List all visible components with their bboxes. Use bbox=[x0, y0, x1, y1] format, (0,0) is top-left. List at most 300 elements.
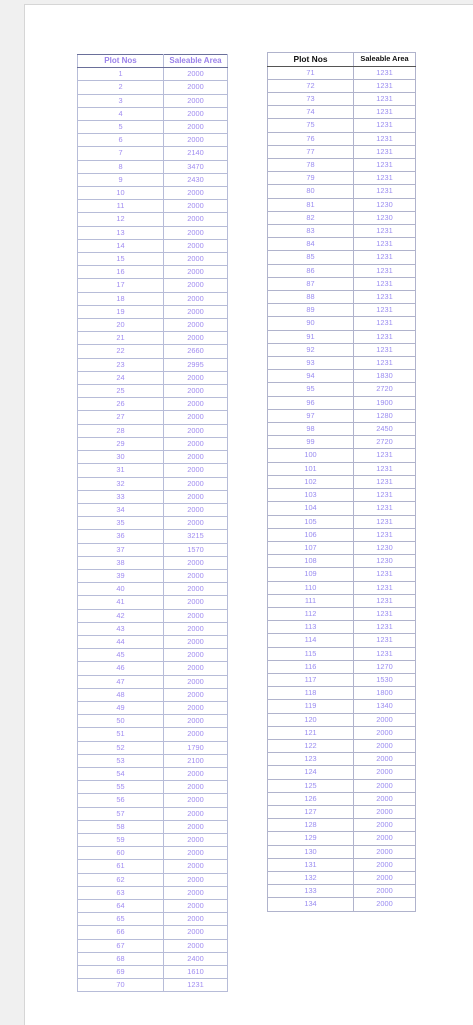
saleable-area-header: Saleable Area bbox=[164, 55, 228, 68]
saleable-area-cell: 2000 bbox=[164, 266, 228, 279]
table-row bbox=[268, 330, 416, 343]
saleable-area-cell: 1231 bbox=[354, 79, 416, 92]
table-row bbox=[268, 225, 416, 238]
saleable-area-cell: 2000 bbox=[164, 596, 228, 609]
plot-number-cell: 101 bbox=[268, 462, 354, 475]
saleable-area-cell: 1270 bbox=[354, 660, 416, 673]
table-row bbox=[78, 860, 228, 873]
saleable-area-cell: 2000 bbox=[164, 900, 228, 913]
plot-number-cell: 10 bbox=[78, 187, 164, 200]
saleable-area-cell: 1830 bbox=[354, 370, 416, 383]
table-row bbox=[268, 106, 416, 119]
table-row bbox=[78, 107, 228, 120]
plot-number-cell: 53 bbox=[78, 754, 164, 767]
saleable-area-cell: 2000 bbox=[164, 715, 228, 728]
plot-number-cell: 127 bbox=[268, 805, 354, 818]
table-row bbox=[78, 319, 228, 332]
saleable-area-cell: 1340 bbox=[354, 700, 416, 713]
table-row bbox=[78, 583, 228, 596]
plot-number-cell: 108 bbox=[268, 555, 354, 568]
plot-number-cell: 32 bbox=[78, 477, 164, 490]
saleable-area-cell: 2000 bbox=[164, 464, 228, 477]
table-row bbox=[268, 489, 416, 502]
saleable-area-cell: 2000 bbox=[354, 845, 416, 858]
table-row bbox=[78, 939, 228, 952]
table-row bbox=[78, 701, 228, 714]
table-row bbox=[78, 833, 228, 846]
table-row bbox=[78, 741, 228, 754]
saleable-area-cell: 1231 bbox=[354, 607, 416, 620]
plot-number-cell: 134 bbox=[268, 898, 354, 911]
plot-number-cell: 99 bbox=[268, 436, 354, 449]
plot-number-cell: 85 bbox=[268, 251, 354, 264]
saleable-area-cell: 2000 bbox=[164, 319, 228, 332]
plot-number-cell: 132 bbox=[268, 871, 354, 884]
plot-number-cell: 110 bbox=[268, 581, 354, 594]
saleable-area-cell: 1231 bbox=[354, 93, 416, 106]
saleable-area-cell: 2000 bbox=[164, 292, 228, 305]
saleable-area-cell: 2000 bbox=[164, 728, 228, 741]
saleable-area-cell: 2000 bbox=[354, 832, 416, 845]
table-row bbox=[268, 621, 416, 634]
table-row bbox=[78, 873, 228, 886]
plot-number-cell: 119 bbox=[268, 700, 354, 713]
table-row bbox=[268, 581, 416, 594]
saleable-area-cell: 1231 bbox=[354, 66, 416, 79]
table-row bbox=[78, 569, 228, 582]
saleable-area-cell: 2000 bbox=[164, 517, 228, 530]
table-row bbox=[268, 700, 416, 713]
plot-number-cell: 24 bbox=[78, 371, 164, 384]
saleable-area-cell: 1231 bbox=[354, 119, 416, 132]
table-row bbox=[268, 898, 416, 911]
table-row bbox=[268, 845, 416, 858]
plot-number-cell: 28 bbox=[78, 424, 164, 437]
table-row bbox=[268, 423, 416, 436]
plot-number-cell: 60 bbox=[78, 847, 164, 860]
table-row bbox=[78, 437, 228, 450]
table-row bbox=[268, 819, 416, 832]
plot-number-cell: 124 bbox=[268, 766, 354, 779]
table-row bbox=[268, 119, 416, 132]
saleable-area-cell: 1230 bbox=[354, 198, 416, 211]
table-row bbox=[268, 647, 416, 660]
table-row bbox=[78, 503, 228, 516]
table-row bbox=[78, 517, 228, 530]
table-row bbox=[78, 200, 228, 213]
saleable-area-cell: 2000 bbox=[164, 371, 228, 384]
plot-number-cell: 81 bbox=[268, 198, 354, 211]
saleable-area-cell: 2000 bbox=[164, 767, 228, 780]
plot-number-cell: 126 bbox=[268, 792, 354, 805]
plot-number-cell: 91 bbox=[268, 330, 354, 343]
table-row bbox=[268, 885, 416, 898]
table-row bbox=[268, 449, 416, 462]
saleable-area-cell: 2000 bbox=[164, 200, 228, 213]
saleable-area-cell: 1231 bbox=[354, 132, 416, 145]
plot-number-cell: 111 bbox=[268, 594, 354, 607]
table-row bbox=[78, 279, 228, 292]
saleable-area-cell: 2000 bbox=[164, 635, 228, 648]
plot-number-cell: 76 bbox=[268, 132, 354, 145]
plot-number-cell: 95 bbox=[268, 383, 354, 396]
table-row bbox=[268, 726, 416, 739]
saleable-area-cell: 1231 bbox=[354, 330, 416, 343]
plot-number-cell: 97 bbox=[268, 409, 354, 422]
table-row bbox=[268, 291, 416, 304]
plot-number-cell: 40 bbox=[78, 583, 164, 596]
table-header-row bbox=[268, 53, 416, 67]
table-row bbox=[268, 673, 416, 686]
plot-number-cell: 23 bbox=[78, 358, 164, 371]
saleable-area-cell: 2000 bbox=[164, 781, 228, 794]
plot-number-cell: 27 bbox=[78, 411, 164, 424]
plot-number-cell: 39 bbox=[78, 569, 164, 582]
plot-number-cell: 41 bbox=[78, 596, 164, 609]
plot-number-cell: 1 bbox=[78, 68, 164, 81]
table-row bbox=[78, 81, 228, 94]
plot-number-cell: 47 bbox=[78, 675, 164, 688]
saleable-area-cell: 1230 bbox=[354, 211, 416, 224]
plot-number-cell: 34 bbox=[78, 503, 164, 516]
plot-number-cell: 20 bbox=[78, 319, 164, 332]
plot-number-cell: 130 bbox=[268, 845, 354, 858]
plot-number-cell: 78 bbox=[268, 159, 354, 172]
plot-number-cell: 105 bbox=[268, 515, 354, 528]
plot-number-cell: 56 bbox=[78, 794, 164, 807]
table-row bbox=[78, 358, 228, 371]
table-row bbox=[268, 858, 416, 871]
table-row bbox=[268, 739, 416, 752]
table-row bbox=[78, 147, 228, 160]
plot-number-cell: 129 bbox=[268, 832, 354, 845]
saleable-area-cell: 1231 bbox=[354, 515, 416, 528]
plot-number-cell: 36 bbox=[78, 530, 164, 543]
plot-number-cell: 38 bbox=[78, 556, 164, 569]
plot-number-cell: 4 bbox=[78, 107, 164, 120]
saleable-area-cell: 2000 bbox=[164, 305, 228, 318]
table-row bbox=[78, 609, 228, 622]
saleable-area-cell: 2000 bbox=[164, 794, 228, 807]
table-row bbox=[78, 332, 228, 345]
saleable-area-cell: 2140 bbox=[164, 147, 228, 160]
plot-number-cell: 50 bbox=[78, 715, 164, 728]
table-row bbox=[78, 292, 228, 305]
saleable-area-cell: 2000 bbox=[354, 819, 416, 832]
saleable-area-cell: 2000 bbox=[164, 385, 228, 398]
saleable-area-cell: 2000 bbox=[164, 451, 228, 464]
saleable-area-cell: 1231 bbox=[354, 581, 416, 594]
plot-number-cell: 89 bbox=[268, 304, 354, 317]
saleable-area-cell: 2000 bbox=[164, 68, 228, 81]
saleable-area-cell: 1231 bbox=[354, 159, 416, 172]
saleable-area-cell: 1231 bbox=[354, 238, 416, 251]
saleable-area-cell: 2000 bbox=[164, 847, 228, 860]
plot-number-cell: 66 bbox=[78, 926, 164, 939]
table-row bbox=[268, 238, 416, 251]
plot-number-cell: 37 bbox=[78, 543, 164, 556]
table-row bbox=[268, 317, 416, 330]
saleable-area-cell: 1900 bbox=[354, 396, 416, 409]
plot-number-cell: 104 bbox=[268, 502, 354, 515]
table-row bbox=[268, 198, 416, 211]
saleable-area-cell: 1570 bbox=[164, 543, 228, 556]
saleable-area-cell: 2000 bbox=[354, 766, 416, 779]
saleable-area-cell: 2000 bbox=[164, 675, 228, 688]
table-row bbox=[78, 926, 228, 939]
saleable-area-cell: 1231 bbox=[354, 185, 416, 198]
table-row bbox=[78, 345, 228, 358]
saleable-area-cell: 2000 bbox=[354, 885, 416, 898]
table-row bbox=[268, 634, 416, 647]
table-row bbox=[268, 159, 416, 172]
saleable-area-cell: 1230 bbox=[354, 541, 416, 554]
table-row bbox=[268, 568, 416, 581]
saleable-area-cell: 2000 bbox=[354, 871, 416, 884]
saleable-area-cell: 1800 bbox=[354, 687, 416, 700]
plot-number-cell: 112 bbox=[268, 607, 354, 620]
plot-number-cell: 35 bbox=[78, 517, 164, 530]
table-row bbox=[78, 266, 228, 279]
plot-number-cell: 49 bbox=[78, 701, 164, 714]
plot-number-cell: 42 bbox=[78, 609, 164, 622]
table-row bbox=[268, 251, 416, 264]
table-row bbox=[78, 121, 228, 134]
plot-number-cell: 87 bbox=[268, 277, 354, 290]
saleable-area-cell: 2000 bbox=[164, 477, 228, 490]
plot-number-cell: 98 bbox=[268, 423, 354, 436]
table-row bbox=[268, 93, 416, 106]
saleable-area-cell: 2000 bbox=[354, 792, 416, 805]
table-row bbox=[78, 398, 228, 411]
plot-number-cell: 106 bbox=[268, 528, 354, 541]
plot-number-cell: 51 bbox=[78, 728, 164, 741]
saleable-area-cell: 2400 bbox=[164, 952, 228, 965]
table-row bbox=[78, 543, 228, 556]
saleable-area-cell: 2450 bbox=[354, 423, 416, 436]
table-row bbox=[78, 253, 228, 266]
plot-number-cell: 61 bbox=[78, 860, 164, 873]
plot-number-cell: 8 bbox=[78, 160, 164, 173]
saleable-area-cell: 2000 bbox=[164, 437, 228, 450]
table-row bbox=[78, 305, 228, 318]
table-row bbox=[78, 596, 228, 609]
document-page bbox=[24, 4, 473, 1025]
plot-number-cell: 55 bbox=[78, 781, 164, 794]
plot-number-cell: 58 bbox=[78, 820, 164, 833]
saleable-area-cell: 1231 bbox=[354, 489, 416, 502]
table-row bbox=[78, 662, 228, 675]
plot-number-cell: 100 bbox=[268, 449, 354, 462]
table-row bbox=[78, 886, 228, 899]
saleable-area-cell: 2000 bbox=[164, 556, 228, 569]
table-row bbox=[268, 687, 416, 700]
table-row bbox=[78, 556, 228, 569]
saleable-area-cell: 2000 bbox=[164, 279, 228, 292]
plot-number-cell: 113 bbox=[268, 621, 354, 634]
table-row bbox=[268, 396, 416, 409]
saleable-area-cell: 2000 bbox=[164, 649, 228, 662]
table-row bbox=[78, 68, 228, 81]
plot-number-cell: 45 bbox=[78, 649, 164, 662]
plot-number-cell: 96 bbox=[268, 396, 354, 409]
plot-number-cell: 46 bbox=[78, 662, 164, 675]
plot-number-cell: 69 bbox=[78, 966, 164, 979]
saleable-area-cell: 2000 bbox=[164, 609, 228, 622]
table-row bbox=[78, 239, 228, 252]
plot-number-cell: 18 bbox=[78, 292, 164, 305]
saleable-area-cell: 2100 bbox=[164, 754, 228, 767]
saleable-area-cell: 2000 bbox=[164, 913, 228, 926]
plot-number-cell: 90 bbox=[268, 317, 354, 330]
table-row bbox=[268, 541, 416, 554]
saleable-area-cell: 2000 bbox=[164, 81, 228, 94]
saleable-area-cell: 1231 bbox=[354, 647, 416, 660]
saleable-area-cell: 3215 bbox=[164, 530, 228, 543]
saleable-area-header: Saleable Area bbox=[354, 53, 416, 67]
saleable-area-cell: 1231 bbox=[354, 251, 416, 264]
plot-number-cell: 44 bbox=[78, 635, 164, 648]
saleable-area-cell: 1610 bbox=[164, 966, 228, 979]
table-row bbox=[78, 477, 228, 490]
table-row bbox=[78, 767, 228, 780]
plot-number-cell: 5 bbox=[78, 121, 164, 134]
plot-number-cell: 3 bbox=[78, 94, 164, 107]
plot-number-cell: 43 bbox=[78, 622, 164, 635]
saleable-area-cell: 1230 bbox=[354, 555, 416, 568]
plot-number-cell: 19 bbox=[78, 305, 164, 318]
plot-number-cell: 117 bbox=[268, 673, 354, 686]
table-row bbox=[78, 807, 228, 820]
saleable-area-cell: 2000 bbox=[164, 807, 228, 820]
plot-area-table-left bbox=[77, 54, 228, 992]
saleable-area-cell: 2000 bbox=[164, 820, 228, 833]
saleable-area-cell: 2000 bbox=[164, 688, 228, 701]
table-row bbox=[268, 594, 416, 607]
table-row bbox=[268, 132, 416, 145]
plot-number-cell: 64 bbox=[78, 900, 164, 913]
table-row bbox=[78, 794, 228, 807]
saleable-area-cell: 2000 bbox=[164, 253, 228, 266]
saleable-area-cell: 1231 bbox=[354, 317, 416, 330]
plot-number-cell: 54 bbox=[78, 767, 164, 780]
plot-number-cell: 25 bbox=[78, 385, 164, 398]
plot-number-cell: 2 bbox=[78, 81, 164, 94]
saleable-area-cell: 2000 bbox=[164, 833, 228, 846]
saleable-area-cell: 2000 bbox=[164, 662, 228, 675]
plot-number-cell: 116 bbox=[268, 660, 354, 673]
table-row bbox=[268, 792, 416, 805]
saleable-area-cell: 1231 bbox=[164, 979, 228, 992]
plot-number-cell: 52 bbox=[78, 741, 164, 754]
saleable-area-cell: 2000 bbox=[164, 503, 228, 516]
table-row bbox=[78, 173, 228, 186]
plot-number-cell: 67 bbox=[78, 939, 164, 952]
saleable-area-cell: 2000 bbox=[164, 94, 228, 107]
plot-number-cell: 9 bbox=[78, 173, 164, 186]
plot-number-cell: 79 bbox=[268, 172, 354, 185]
saleable-area-cell: 2000 bbox=[164, 490, 228, 503]
table-row bbox=[268, 370, 416, 383]
saleable-area-cell: 2000 bbox=[164, 239, 228, 252]
table-row bbox=[268, 713, 416, 726]
saleable-area-cell: 1231 bbox=[354, 594, 416, 607]
plot-number-cell: 123 bbox=[268, 753, 354, 766]
table-row bbox=[268, 357, 416, 370]
table-row bbox=[268, 211, 416, 224]
table-row bbox=[78, 411, 228, 424]
plot-number-cell: 84 bbox=[268, 238, 354, 251]
saleable-area-cell: 1231 bbox=[354, 106, 416, 119]
table-row bbox=[78, 635, 228, 648]
saleable-area-cell: 1790 bbox=[164, 741, 228, 754]
saleable-area-cell: 1231 bbox=[354, 634, 416, 647]
plot-number-cell: 71 bbox=[268, 66, 354, 79]
plot-number-cell: 16 bbox=[78, 266, 164, 279]
table-row bbox=[78, 424, 228, 437]
plot-number-cell: 7 bbox=[78, 147, 164, 160]
saleable-area-cell: 1231 bbox=[354, 357, 416, 370]
saleable-area-cell: 2000 bbox=[354, 898, 416, 911]
table-row bbox=[268, 753, 416, 766]
plot-number-cell: 93 bbox=[268, 357, 354, 370]
saleable-area-cell: 2000 bbox=[164, 860, 228, 873]
table-row bbox=[78, 371, 228, 384]
plot-number-cell: 118 bbox=[268, 687, 354, 700]
table-row bbox=[268, 66, 416, 79]
plot-number-cell: 29 bbox=[78, 437, 164, 450]
saleable-area-cell: 1231 bbox=[354, 621, 416, 634]
saleable-area-cell: 2000 bbox=[354, 726, 416, 739]
plot-number-cell: 74 bbox=[268, 106, 354, 119]
plot-number-cell: 82 bbox=[268, 211, 354, 224]
plot-number-cell: 92 bbox=[268, 343, 354, 356]
saleable-area-cell: 2720 bbox=[354, 436, 416, 449]
plot-number-cell: 83 bbox=[268, 225, 354, 238]
table-row bbox=[268, 172, 416, 185]
plot-number-cell: 57 bbox=[78, 807, 164, 820]
saleable-area-cell: 2000 bbox=[164, 226, 228, 239]
table-row bbox=[78, 622, 228, 635]
table-row bbox=[268, 462, 416, 475]
saleable-area-cell: 2000 bbox=[164, 939, 228, 952]
saleable-area-cell: 2000 bbox=[164, 873, 228, 886]
saleable-area-cell: 1231 bbox=[354, 225, 416, 238]
plot-number-cell: 48 bbox=[78, 688, 164, 701]
plot-number-cell: 65 bbox=[78, 913, 164, 926]
saleable-area-cell: 1231 bbox=[354, 462, 416, 475]
plot-number-cell: 22 bbox=[78, 345, 164, 358]
table-row bbox=[78, 675, 228, 688]
plot-number-cell: 59 bbox=[78, 833, 164, 846]
plot-number-cell: 72 bbox=[268, 79, 354, 92]
table-row bbox=[268, 475, 416, 488]
plot-number-cell: 63 bbox=[78, 886, 164, 899]
saleable-area-cell: 1231 bbox=[354, 264, 416, 277]
saleable-area-cell: 2000 bbox=[164, 187, 228, 200]
saleable-area-cell: 2000 bbox=[354, 739, 416, 752]
saleable-area-cell: 2000 bbox=[164, 583, 228, 596]
plot-number-cell: 125 bbox=[268, 779, 354, 792]
plot-number-cell: 6 bbox=[78, 134, 164, 147]
saleable-area-cell: 2000 bbox=[164, 886, 228, 899]
table-row bbox=[78, 226, 228, 239]
saleable-area-cell: 2000 bbox=[164, 424, 228, 437]
plot-number-cell: 115 bbox=[268, 647, 354, 660]
saleable-area-cell: 1530 bbox=[354, 673, 416, 686]
saleable-area-cell: 1231 bbox=[354, 291, 416, 304]
table-row bbox=[268, 779, 416, 792]
